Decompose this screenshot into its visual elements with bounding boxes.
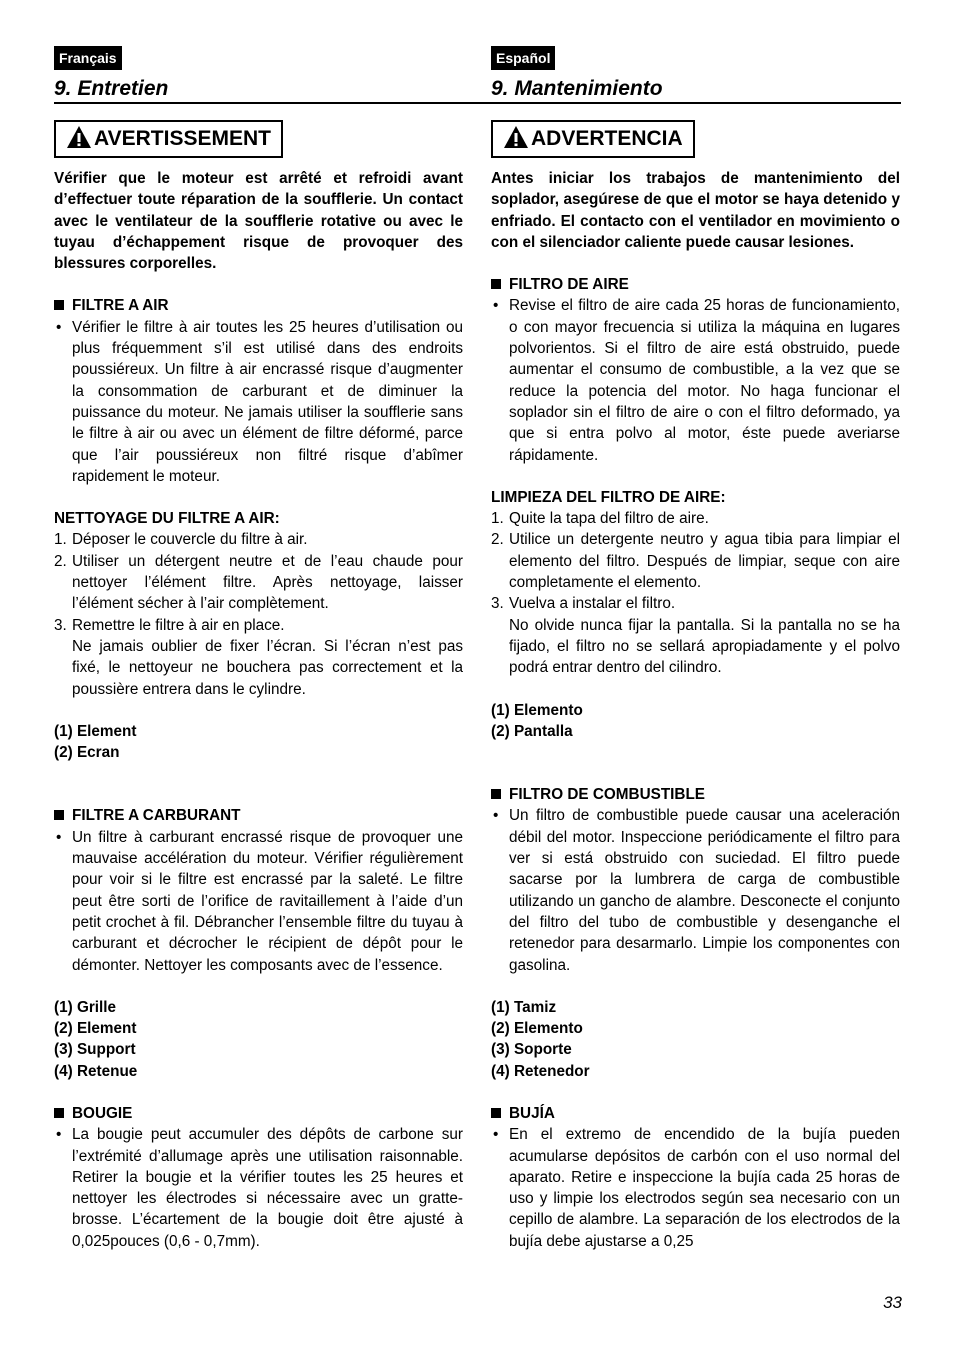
label-item: (1) Element xyxy=(54,722,137,740)
label-item: (1) Tamiz xyxy=(491,998,557,1016)
square-bullet-icon xyxy=(54,300,64,310)
air-filter-heading: FILTRO DE AIRE xyxy=(491,274,900,295)
warning-text: Vérifier que le moteur est arrêté et refroidi avant d’effectuer toute réparation de la soufflerie. Un contact avec le ventilateur de la soufflerie rotative ou avec le tuyau d’échappement risque de provoquer des blessures corporelles. xyxy=(54,170,463,273)
air-filter-paragraph: • Revise el filtro de aire cada 25 horas de funcionamiento, o con mayor frecuencia si utiliza la máquina en lugares polvorientos. Si el filtro de aire está obstruido, puede aumentar el consumo de combustible, a la vez que se reduce la potencia del motor. No haga funcionar el soplador sin el filtro de aire o con el filtro deformado, ya que si entra polvo al motor, éste puede averiarse rápidamente. xyxy=(493,297,900,464)
list-item: 1. Déposer le couvercle du filtre à air. xyxy=(54,531,308,549)
air-filter-cleaning-heading: NETTOYAGE DU FILTRE A AIR: xyxy=(54,510,280,528)
column-spanish xyxy=(491,46,900,1252)
warning-box xyxy=(54,120,283,158)
air-filter-heading: FILTRE A AIR xyxy=(54,295,463,316)
label-item: (2) Elemento xyxy=(491,1020,583,1038)
step-note: No olvide nunca fijar la pantalla. Si la pantalla no se ha fijado, el filtro no se sellará apropiadamente y el polvo podrá entrar dentro del cilindro. xyxy=(509,616,900,677)
label-item: (2) Element xyxy=(54,1020,137,1038)
list-item: 1. Quite la tapa del filtro de aire. xyxy=(491,510,709,528)
fuel-filter-heading: FILTRE A CARBURANT xyxy=(54,805,463,826)
spark-plug-paragraph: • En el extremo de encendido de la bujía pueden acumularse depósitos de carbón con el uso normal del aparato. Retire e inspeccione la bujía cada 25 horas de uso y limpie los electrodos según sea necesario con un cepillo de alambre. La separación de los electrodos de la bujía debe ajustarse a 0,25 xyxy=(493,1126,900,1250)
language-badge: Español xyxy=(491,46,555,70)
label-item: (1) Elemento xyxy=(491,701,583,719)
label-item: (3) Soporte xyxy=(491,1041,572,1059)
fuel-filter-labels xyxy=(491,997,900,1082)
label-item: (4) Retenue xyxy=(54,1062,138,1080)
fuel-filter-heading: FILTRO DE COMBUSTIBLE xyxy=(491,784,900,805)
list-item: 2. Utiliser un détergent neutre et de l’eau chaude pour nettoyer l’élément filtre. Après nettoyage, laisser l’élément sécher à l’air complètement. xyxy=(54,552,463,613)
label-item: (3) Support xyxy=(54,1041,136,1059)
list-item: 3. Vuelva a instalar el filtro. No olvide nunca fijar la pantalla. Si la pantalla no se ha fijado, el filtro no se sellará apropiadamente y el polvo podrá entrar dentro del cilindro. xyxy=(491,595,900,677)
air-filter-labels xyxy=(491,700,900,743)
step-note: Ne jamais oublier de fixer l’écran. Si l’écran n’est pas fixé, le nettoyeur ne bouchera pas correctement et la poussière entrera dans le cylindre. xyxy=(72,637,463,698)
list-item: 3. Remettre le filtre à air en place. Ne jamais oublier de fixer l’écran. Si l’écran n’est pas fixé, le nettoyeur ne bouchera pas correctement et la poussière entrera dans le cylindre. xyxy=(54,616,463,698)
air-filter-steps xyxy=(491,508,900,678)
warning-title: AVERTISSEMENT xyxy=(94,127,271,150)
warning-triangle-icon xyxy=(503,125,529,154)
warning-triangle-icon xyxy=(66,125,92,154)
section-title: 9. Mantenimiento xyxy=(491,77,663,100)
page-number: 33 xyxy=(883,1293,902,1312)
label-item: (1) Grille xyxy=(54,998,117,1016)
column-french xyxy=(54,46,463,1252)
spark-plug-heading: BUJÍA xyxy=(491,1103,900,1124)
square-bullet-icon xyxy=(491,1108,501,1118)
square-bullet-icon xyxy=(491,279,501,289)
fuel-filter-paragraph: • Un filtre à carburant encrassé risque de provoquer une mauvaise accélération du moteur. Vérifier régulièrement pour voir si le filtre est encrassé par la saleté. Le filtre peut être sorti de l’orifice de ravitaillement à l’aide d’un petit crochet à fil. Débrancher l’ensemble filtre du tuyau à carburant et décrocher le récipient de dépôt pour le démonter. Nettoyer les composants avec de l’essence. xyxy=(56,828,463,974)
air-filter-paragraph: • Vérifier le filtre à air toutes les 25 heures d’utilisation ou plus fréquemment s’il est utilisé dans des endroits poussiéreux. Un filtre à air encrassé risque d’augmenter la consommation de carburant et de diminuer la puissance du moteur. Ne jamais utiliser la soufflerie sans le filtre à air ou avec un élément de filtre déformé, parce que l’air poussiéreux non filtré risque d’abîmer rapidement le moteur. xyxy=(56,318,463,485)
air-filter-cleaning-heading: LIMPIEZA DEL FILTRO DE AIRE: xyxy=(491,488,726,506)
label-item: (2) Ecran xyxy=(54,744,120,762)
square-bullet-icon xyxy=(54,1108,64,1118)
air-filter-labels xyxy=(54,721,463,764)
warning-text: Antes iniciar los trabajos de mantenimiento del soplador, asegúrese de que el motor se haya detenido y enfriado. El contacto con el ventilador en movimiento o con el silenciador caliente puede causar lesiones. xyxy=(491,170,900,251)
square-bullet-icon xyxy=(54,810,64,820)
spark-plug-paragraph: • La bougie peut accumuler des dépôts de carbone sur l’extrémité d’allumage après une utilisation raisonnable. Retirer la bougie et la vérifier toutes les 25 heures et nettoyer les électrodes si nécessaire avec un gratte-brosse. L’écartement de la bougie doit être ajusté à 0,025pouces (0,6 - 0,7mm). xyxy=(56,1126,463,1250)
square-bullet-icon xyxy=(491,789,501,799)
spark-plug-heading: BOUGIE xyxy=(54,1103,463,1124)
air-filter-steps xyxy=(54,529,463,699)
warning-title: ADVERTENCIA xyxy=(531,127,683,150)
fuel-filter-labels xyxy=(54,997,463,1082)
label-item: (4) Retenedor xyxy=(491,1062,590,1080)
language-badge: Français xyxy=(54,46,122,70)
section-title: 9. Entretien xyxy=(54,77,169,100)
fuel-filter-paragraph: • Un filtro de combustible puede causar una aceleración débil del motor. Inspeccione periódicamente el filtro para ver si está obstruido con suciedad. El filtro puede sacarse por la lumbrera de carga de combustible utilizando un gancho de alambre. Desconecte el conjunto del filtro del tubo de combustible y desenganche el retenedor para desarmarlo. Limpie los componentes con gasolina. xyxy=(493,807,900,974)
warning-box xyxy=(491,120,695,158)
list-item: 2. Utilice un detergente neutro y agua tibia para limpiar el elemento del filtro. Después de limpiar, seque con aire completamente el elemento. xyxy=(491,531,900,592)
label-item: (2) Pantalla xyxy=(491,722,573,740)
